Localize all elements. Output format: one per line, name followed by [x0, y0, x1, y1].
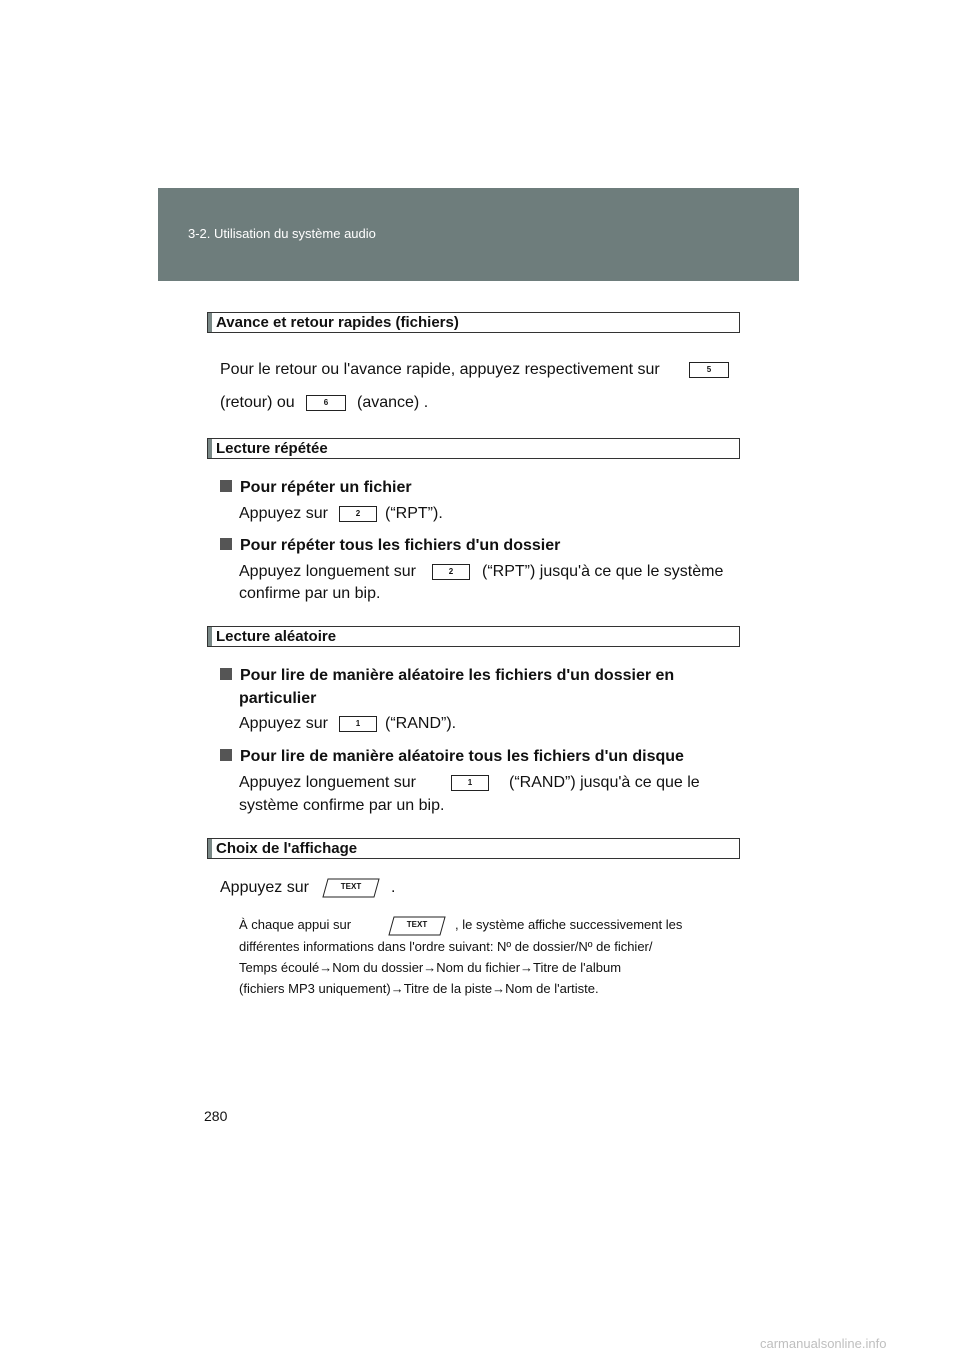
note-text: Temps écoulé→Nom du dossier→Nom du fichier→Titre de l'album	[239, 960, 622, 975]
paragraph: (retour) ou	[220, 394, 295, 411]
subheading: Pour répéter tous les fichiers d'un dossier	[220, 534, 560, 558]
square-bullet-icon	[220, 749, 232, 761]
key-5-icon: 5	[689, 362, 729, 378]
section-heading-display	[207, 838, 740, 859]
note-text: (fichiers MP3 uniquement)→Titre de la piste→Nom de l'artiste.	[239, 981, 599, 996]
paragraph: (“RPT”).	[385, 505, 443, 522]
section-title: Avance et retour rapides (fichiers)	[216, 314, 459, 331]
note-text: , le système affiche successivement les	[455, 917, 683, 932]
subheading: Pour lire de manière aléatoire tous les fichiers d'un disque	[220, 745, 684, 769]
paragraph: (avance) .	[357, 394, 429, 411]
paragraph: (“RAND”).	[385, 715, 457, 732]
square-bullet-icon	[220, 480, 232, 492]
square-bullet-icon	[220, 538, 232, 550]
watermark: carmanualsonline.info	[760, 1336, 887, 1351]
breadcrumb: 3-2. Utilisation du système audio	[188, 226, 376, 241]
section-heading-fast-forward	[207, 312, 740, 333]
key-1-icon: 1	[451, 775, 489, 791]
section-heading-random	[207, 626, 740, 647]
paragraph: Appuyez sur	[239, 505, 328, 522]
square-bullet-icon	[220, 668, 232, 680]
paragraph: .	[391, 879, 396, 896]
paragraph: (“RAND”) jusqu'à ce que le	[509, 774, 700, 791]
key-1-icon: 1	[339, 716, 377, 732]
subheading: Pour répéter un fichier	[220, 476, 412, 500]
paragraph: Appuyez longuement sur	[239, 774, 416, 791]
page-number: 280	[204, 1108, 228, 1124]
key-2-icon: 2	[339, 506, 377, 522]
subheading: particulier	[239, 690, 317, 707]
paragraph: Appuyez sur	[220, 879, 309, 896]
page-header	[158, 188, 799, 281]
section-title: Choix de l'affichage	[216, 840, 358, 857]
section-title: Lecture aléatoire	[216, 628, 337, 645]
paragraph: (“RPT”) jusqu'à ce que le système	[482, 563, 724, 580]
section-title: Lecture répétée	[216, 440, 328, 457]
note-text: À chaque appui sur	[239, 917, 352, 932]
note-text: différentes informations dans l'ordre suivant: Nº de dossier/Nº de fichier/	[239, 939, 653, 954]
subheading: Pour lire de manière aléatoire les fichiers d'un dossier en	[220, 664, 674, 688]
key-6-icon: 6	[306, 395, 346, 411]
text-key-icon: TEXT	[322, 878, 380, 898]
text-key-icon: TEXT	[388, 916, 446, 936]
paragraph: Appuyez longuement sur	[239, 563, 416, 580]
key-2-icon: 2	[432, 564, 470, 580]
paragraph: Appuyez sur	[239, 715, 328, 732]
paragraph: confirme par un bip.	[239, 585, 381, 602]
paragraph: Pour le retour ou l'avance rapide, appuyez respectivement sur	[220, 361, 660, 378]
section-heading-repeat	[207, 438, 740, 459]
paragraph: système confirme par un bip.	[239, 797, 445, 814]
